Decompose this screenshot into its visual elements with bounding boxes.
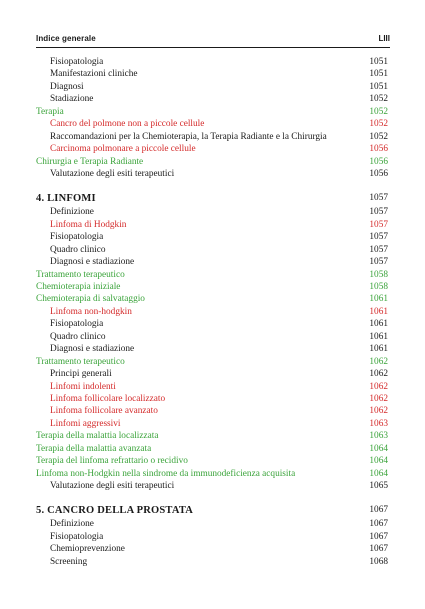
toc-page-number: 1052 bbox=[369, 119, 388, 130]
toc-entry bbox=[36, 455, 388, 467]
toc-entry-title: Terapia della malattia avanzata bbox=[36, 443, 152, 454]
toc-entry-title: Trattamento terapeutico bbox=[36, 356, 125, 367]
toc-entry bbox=[36, 343, 388, 355]
toc-entry bbox=[36, 405, 388, 417]
toc-entry-title: Definizione bbox=[50, 207, 94, 218]
toc-entry bbox=[36, 443, 388, 455]
toc-page-number: 1058 bbox=[369, 282, 388, 292]
toc-page-number: 1057 bbox=[369, 193, 388, 204]
toc-chapter-title: 5. CANCRO DELLA PROSTATA bbox=[36, 505, 194, 517]
toc-entry bbox=[36, 231, 388, 243]
toc-page-number: 1062 bbox=[369, 369, 388, 380]
toc-entry-title: Screening bbox=[50, 556, 88, 567]
toc-chapter bbox=[36, 503, 388, 518]
toc-entry-title: Cancro del polmone non a piccole cellule bbox=[50, 119, 205, 130]
toc-page-number: 1061 bbox=[369, 306, 388, 317]
toc-page-number: 1062 bbox=[369, 406, 388, 417]
toc-entry bbox=[36, 244, 388, 256]
toc-entry bbox=[36, 143, 388, 155]
toc-page-number: 1061 bbox=[369, 319, 388, 330]
toc-chapter bbox=[36, 191, 388, 206]
toc-entry bbox=[36, 480, 388, 492]
toc-entry-title: Fisiopatologia bbox=[50, 531, 104, 542]
toc-entry-title: Definizione bbox=[50, 519, 94, 530]
toc-entry bbox=[36, 256, 388, 268]
toc-entry-title: Fisiopatologia bbox=[50, 232, 104, 243]
toc-page-number: 1062 bbox=[369, 381, 388, 392]
toc-entry bbox=[36, 468, 388, 480]
toc-entry bbox=[36, 118, 388, 130]
toc-page-number: 1056 bbox=[369, 144, 388, 155]
toc-page-number: 1065 bbox=[369, 481, 388, 491]
section-spacer bbox=[36, 492, 388, 503]
header-rule bbox=[36, 47, 390, 48]
toc-entry-title: Principi generali bbox=[50, 369, 112, 380]
toc-page-number: 1056 bbox=[369, 168, 388, 179]
toc-entry bbox=[36, 56, 388, 68]
toc-entry bbox=[36, 156, 388, 168]
toc-entry bbox=[36, 368, 388, 380]
toc-page-number: 1061 bbox=[369, 294, 388, 305]
toc-page-number: 1051 bbox=[369, 57, 388, 67]
toc-entry-title: Linfoma follicolare avanzato bbox=[50, 406, 158, 417]
toc-entry-title: Quadro clinico bbox=[50, 331, 106, 342]
toc-entry bbox=[36, 331, 388, 343]
toc-entry-title: Linfomi indolenti bbox=[50, 381, 116, 392]
toc-page-number: 1064 bbox=[369, 443, 388, 454]
toc-entry bbox=[36, 531, 388, 543]
toc-entry-title: Chirurgia e Terapia Radiante bbox=[36, 156, 144, 167]
toc-entry-title: Diagnosi e stadiazione bbox=[50, 344, 135, 355]
toc-entry-title: Terapia bbox=[36, 106, 64, 117]
toc-page-number: 1051 bbox=[369, 69, 388, 80]
toc-entry-title: Linfoma di Hodgkin bbox=[50, 219, 127, 230]
toc-page-number: 1052 bbox=[369, 131, 388, 142]
toc-entry-title: Fisiopatologia bbox=[50, 319, 104, 330]
toc-entry bbox=[36, 430, 388, 442]
toc-entry-title: Linfoma non-hodgkin bbox=[50, 306, 132, 317]
toc-entry-title: Chemioprevenzione bbox=[50, 544, 125, 555]
toc-entry bbox=[36, 206, 388, 218]
toc-entry-title: Terapia della malattia localizzata bbox=[36, 431, 159, 442]
toc-entry-title: Raccomandazioni per la Chemioterapia, la Terapia Radiante e la Chirurgia bbox=[50, 131, 327, 142]
toc-entry-title: Diagnosi e stadiazione bbox=[50, 257, 135, 268]
toc-entry bbox=[36, 393, 388, 405]
toc-entry-title: Valutazione degli esiti terapeutici bbox=[50, 168, 175, 179]
toc-page-number: 1067 bbox=[369, 519, 388, 530]
toc-page-number: 1056 bbox=[369, 156, 388, 167]
toc-entry bbox=[36, 269, 388, 281]
toc-page-number: 1063 bbox=[369, 418, 388, 429]
toc-page-number: 1068 bbox=[369, 556, 388, 567]
toc-entry-title: Fisiopatologia bbox=[50, 57, 104, 67]
toc-entry bbox=[36, 219, 388, 231]
toc-page-number: 1057 bbox=[369, 257, 388, 268]
toc-entry bbox=[36, 81, 388, 93]
toc-entry-title: Manifestazioni cliniche bbox=[50, 69, 138, 80]
toc-entry bbox=[36, 281, 388, 293]
toc-entry-title: Linfoma follicolare localizzato bbox=[50, 393, 166, 404]
toc-entry bbox=[36, 356, 388, 368]
toc-entry-title: Linfomi aggressivi bbox=[50, 418, 121, 429]
running-header bbox=[36, 34, 390, 46]
toc-page-number: 1064 bbox=[369, 468, 388, 479]
toc-page-number: 1067 bbox=[369, 544, 388, 555]
toc-entry-title: Chemioterapia di salvataggio bbox=[36, 294, 145, 305]
toc-entry-title: Stadiazione bbox=[50, 94, 94, 105]
toc-page-number: 1051 bbox=[369, 81, 388, 92]
toc-entry bbox=[36, 543, 388, 555]
toc-entry-title: Trattamento terapeutico bbox=[36, 269, 125, 280]
toc-page-number: 1063 bbox=[369, 431, 388, 442]
toc-chapter-title: 4. LINFOMI bbox=[36, 193, 96, 205]
toc-entry-title: Chemioterapia iniziale bbox=[36, 282, 121, 292]
toc-page-number: 1057 bbox=[369, 207, 388, 218]
page-number: LIII bbox=[378, 34, 390, 43]
toc-page-number: 1061 bbox=[369, 331, 388, 342]
toc-page-number: 1062 bbox=[369, 393, 388, 404]
toc-page-number: 1067 bbox=[369, 531, 388, 542]
toc-entry bbox=[36, 556, 388, 568]
toc-entry bbox=[36, 168, 388, 180]
toc-entry bbox=[36, 381, 388, 393]
toc-entry bbox=[36, 418, 388, 430]
toc-entry bbox=[36, 106, 388, 118]
section-spacer bbox=[36, 180, 388, 191]
toc-entry-title: Quadro clinico bbox=[50, 244, 106, 255]
toc-entry-title: Terapia del linfoma refrattario o recidivo bbox=[36, 456, 188, 467]
toc-entry bbox=[36, 131, 388, 143]
toc-entry-title: Diagnosi bbox=[50, 81, 84, 92]
toc-entry bbox=[36, 518, 388, 530]
toc-page-number: 1057 bbox=[369, 232, 388, 243]
toc-entry bbox=[36, 293, 388, 305]
table-of-contents bbox=[36, 56, 388, 568]
toc-entry-title: Carcinoma polmonare a piccole cellule bbox=[50, 144, 196, 155]
toc-entry-title: Valutazione degli esiti terapeutici bbox=[50, 481, 175, 491]
toc-page-number: 1058 bbox=[369, 269, 388, 280]
toc-entry bbox=[36, 93, 388, 105]
toc-entry bbox=[36, 318, 388, 330]
toc-entry-title: Linfoma non-Hodgkin nella sindrome da immunodeficienza acquisita bbox=[36, 468, 296, 479]
toc-page-number: 1057 bbox=[369, 219, 388, 230]
toc-page-number: 1052 bbox=[369, 94, 388, 105]
toc-entry bbox=[36, 306, 388, 318]
toc-page-number: 1067 bbox=[369, 505, 388, 516]
toc-page-number: 1052 bbox=[369, 106, 388, 117]
toc-page-number: 1064 bbox=[369, 456, 388, 467]
toc-page-number: 1062 bbox=[369, 356, 388, 367]
toc-page-number: 1061 bbox=[369, 344, 388, 355]
section-title: Indice generale bbox=[36, 34, 96, 43]
toc-page-number: 1057 bbox=[369, 244, 388, 255]
toc-entry bbox=[36, 68, 388, 80]
